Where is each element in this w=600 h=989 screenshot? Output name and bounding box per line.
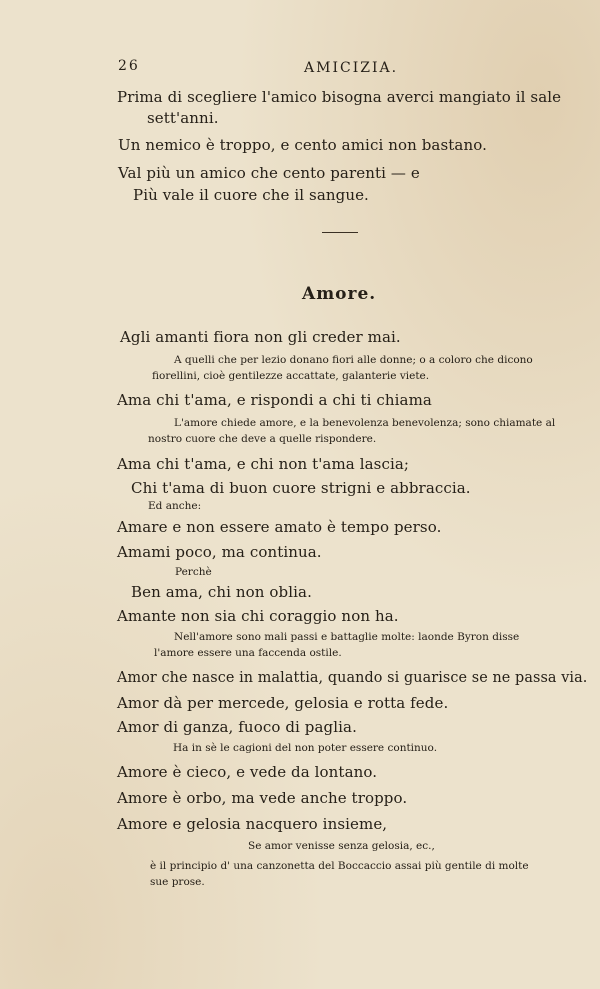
note-line: è il principio d' una canzonetta del Boccaccio assai più gentile di molte [150, 860, 529, 872]
proverb-line: Ama chi t'ama, e chi non t'ama lascia; [117, 455, 410, 473]
note-line: Se amor venisse senza gelosia, ec., [248, 840, 435, 852]
proverb-line: Ama chi t'ama, e rispondi a chi ti chiama [117, 391, 432, 409]
note-line: Nell'amore sono mali passi e battaglie molte: laonde Byron disse [174, 631, 520, 643]
note-line: Perchè [175, 566, 212, 578]
note-line: fiorellini, cioè gentilezze accattate, galanterie viete. [152, 370, 430, 382]
proverb-line: Amore è cieco, e vede da lontano. [117, 763, 378, 781]
proverb-line: Amor che nasce in malattia, quando si guarisce se ne passa via. [117, 668, 588, 686]
note-line: L'amore chiede amore, e la benevolenza benevolenza; sono chiamate al [174, 417, 556, 429]
proverb-line: Ben ama, chi non oblia. [131, 583, 312, 601]
note-line: nostro cuore che deve a quelle rispondere. [148, 433, 377, 445]
proverb-line: Amante non sia chi coraggio non ha. [117, 607, 399, 625]
proverb-line: Amare e non essere amato è tempo perso. [117, 518, 442, 536]
note-line: A quelli che per lezio donano fiori alle donne; o a coloro che dicono [174, 354, 533, 366]
page-number: 26 [118, 58, 140, 74]
note-line: l'amore essere una faccenda ostile. [154, 647, 342, 659]
section-divider [322, 232, 358, 233]
proverb-line: Agli amanti fiora non gli creder mai. [120, 328, 401, 346]
proverb-line: Val più un amico che cento parenti — e [118, 164, 420, 182]
proverb-line: Chi t'ama di buon cuore strigni e abbraccia. [131, 479, 471, 497]
proverb-line: Amami poco, ma continua. [117, 543, 322, 561]
note-line: Ha in sè le cagioni del non poter essere continuo. [173, 742, 438, 754]
proverb-line: Prima di scegliere l'amico bisogna averci mangiato il sale [117, 88, 562, 106]
proverb-line: Più vale il cuore che il sangue. [133, 186, 369, 204]
proverb-line: Amore è orbo, ma vede anche troppo. [117, 789, 408, 807]
proverb-line: sett'anni. [147, 109, 219, 127]
note-line: Ed anche: [148, 500, 202, 512]
running-title: AMICIZIA. [304, 60, 399, 76]
proverb-line: Amore e gelosia nacquero insieme, [117, 815, 388, 833]
proverb-line: Amor di ganza, fuoco di paglia. [117, 718, 357, 736]
proverb-line: Amor dà per mercede, gelosia e rotta fede. [117, 694, 449, 712]
section-title: Amore. [302, 284, 377, 304]
proverb-line: Un nemico è troppo, e cento amici non bastano. [118, 136, 487, 154]
note-line: sue prose. [150, 876, 205, 888]
